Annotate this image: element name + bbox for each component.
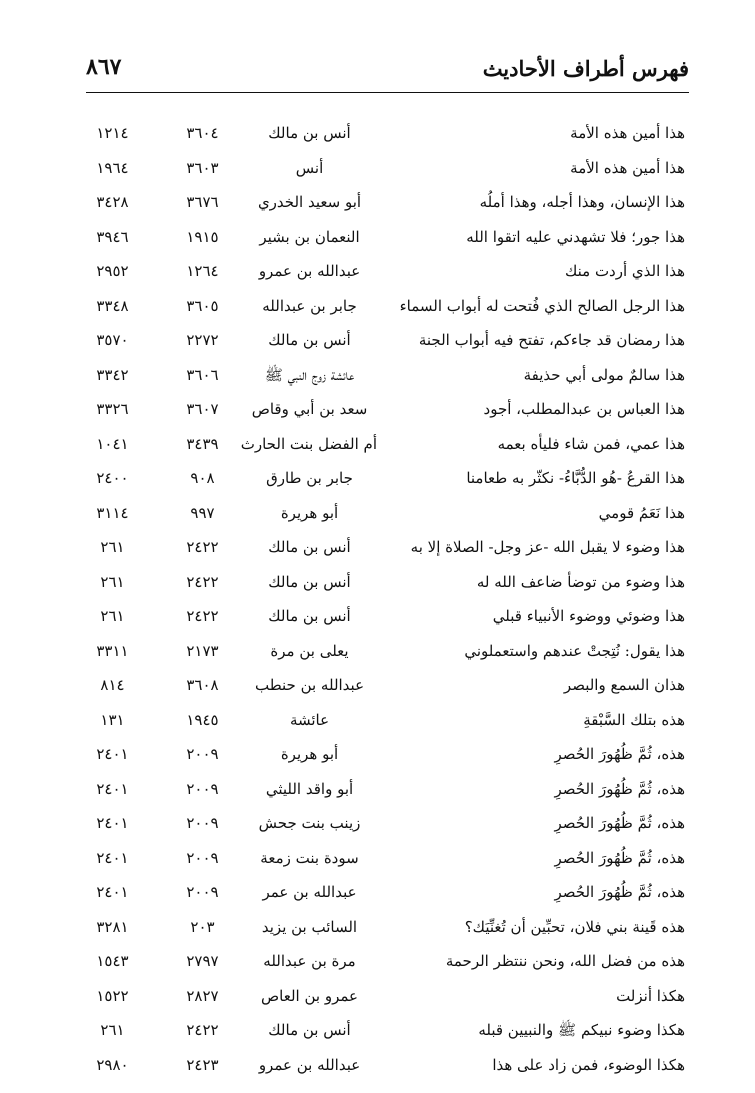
reference-number: ٢٦١ [100,607,125,625]
narrator-name: عبدالله بن عمرو [258,262,361,280]
narrator-name: أنس بن مالك [268,1021,351,1039]
reference-number: ١٣١ [100,710,125,729]
hadith-number: ٢٠٠٩ [186,779,219,798]
hadith-number: ٢٤٢٣ [186,1055,219,1074]
reference-number: ١٥٢٢ [96,986,129,1005]
narrator-name: أبو هريرة [280,745,339,763]
hadith-text: هذه، ثُمَّ ظُهُورَ الحُصرِ [554,883,685,901]
narrator-name: أنس بن مالك [268,124,351,142]
hadith-text: هكذا وضوء نبيكم ﷺ والنبيين قبله [478,1021,685,1039]
index-row [0,806,755,841]
reference-number: ١٢١٤ [96,124,129,142]
hadith-number: ٣٦٠٧ [186,400,219,418]
narrator-name: عمرو بن العاص [261,986,358,1005]
hadith-text: هذا يقول: نُتِجتْ عندهم واستعملوني [464,641,685,660]
hadith-text: هكذا الوضوء، فمن زاد على هذا [492,1055,685,1074]
index-row [0,634,755,669]
hadith-text: هذا وضوء لا يقبل الله -عز وجل- الصلاة إلا به [410,538,685,556]
hadith-number: ٢٠٠٩ [186,848,219,867]
index-row [0,668,755,703]
hadith-number: ٢٠٠٩ [186,883,219,901]
reference-number: ٢٤٠١ [96,745,129,763]
page-title: فهرس أطراف الأحاديث [482,56,689,81]
hadith-number: ٩٠٨ [190,469,215,487]
narrator-name: زينب بنت جحش [258,814,361,832]
hadith-number: ٩٩٧ [190,503,215,522]
index-row [0,323,755,358]
reference-number: ٣١١٤ [96,503,129,522]
hadith-text: هذا أمين هذه الأمة [570,158,685,177]
hadith-number: ٣٦٧٦ [186,193,219,211]
reference-number: ٣٤٢٨ [96,193,129,211]
narrator-name: سعد بن أبي وقاص [251,400,368,418]
narrator-name: أنس [295,158,324,177]
hadith-text: هذه، ثُمَّ ظُهُورَ الحُصرِ [554,745,685,763]
reference-number: ٣٣١١ [96,641,129,660]
index-row [0,565,755,600]
reference-number: ٢٦١ [100,538,125,556]
hadith-text: هذه من فضل الله، ونحن ننتظر الرحمة [445,952,685,970]
narrator-name: عائشة [289,710,330,729]
index-row [0,599,755,634]
narrator-name: النعمان بن بشير [259,227,360,246]
reference-number: ٣٥٧٠ [96,331,129,349]
hadith-number: ٢٧٩٧ [186,952,219,970]
hadith-number: ١٩١٥ [186,227,219,246]
hadith-number: ٢٤٢٢ [186,572,219,591]
narrator-name: أنس بن مالك [268,572,351,591]
hadith-number: ٣٤٣٩ [186,434,219,453]
narrator-name: أبو واقد الليثي [265,779,354,798]
hadith-text: هكذا أنزلت [616,986,685,1005]
index-row [0,220,755,255]
index-row [0,254,755,289]
reference-number: ٢٦١ [100,1021,125,1039]
narrator-name: أنس بن مالك [268,607,351,625]
index-row [0,910,755,945]
narrator-name: سودة بنت زمعة [260,848,359,867]
hadith-text: هذا القرعُ -هُو الدُّبَّاءُ- نكثّر به طعامنا [466,469,685,487]
reference-number: ٣٣٤٢ [96,365,129,384]
hadith-text: هذا العباس بن عبدالمطلب، أجود [483,400,685,418]
index-row [0,151,755,186]
index-row [0,185,755,220]
narrator-name: عبدالله بن عمرو [258,1055,361,1074]
hadith-index-list [0,116,755,1082]
hadith-number: ٢٤٢٢ [186,538,219,556]
hadith-text: هذه قَينة بني فلان، تحبِّين أن تُغنِّيَك؟ [464,917,685,936]
page-number: ٨٦٧ [86,54,122,80]
index-row [0,461,755,496]
hadith-text: هذان السمع والبصر [563,676,685,694]
reference-number: ١٥٤٣ [96,952,129,970]
reference-number: ٢٤٠١ [96,883,129,901]
hadith-number: ٢٠٠٩ [186,745,219,763]
hadith-text: هذا وضوء من توضأ ضاعف الله له [476,572,685,591]
hadith-number: ٣٦٠٨ [186,676,219,694]
narrator-name: السائب بن يزيد [261,917,358,936]
reference-number: ٨١٤ [100,676,125,694]
index-row [0,530,755,565]
hadith-number: ٣٦٠٦ [186,365,219,384]
hadith-text: هذا جور؛ فلا تشهدني عليه اتقوا الله [466,227,685,246]
hadith-number: ١٩٤٥ [186,710,219,729]
narrator-name: أنس بن مالك [268,538,351,556]
index-row [0,772,755,807]
hadith-text: هذا أمين هذه الأمة [570,124,685,142]
reference-number: ٣٣٢٦ [96,400,129,418]
narrator-name: عائشة زوج النبي ﷺ [264,365,355,384]
reference-number: ٢٤٠١ [96,779,129,798]
index-row [0,1013,755,1048]
narrator-name: يعلى بن مرة [270,641,349,660]
index-row [0,841,755,876]
index-row [0,358,755,393]
reference-number: ٢٤٠١ [96,848,129,867]
narrator-name: جابر بن طارق [266,469,353,487]
hadith-number: ٢٠٠٩ [186,814,219,832]
narrator-name: أبو هريرة [280,503,339,522]
narrator-name: عبدالله بن حنطب [254,676,365,694]
reference-number: ١٩٦٤ [96,158,129,177]
hadith-text: هذا نَعَمُ قومي [598,503,685,522]
hadith-text: هذا الذي أردت منك [564,262,685,280]
index-row [0,392,755,427]
hadith-text: هذا وضوئي ووضوء الأنبياء قبلي [492,607,685,625]
index-row [0,944,755,979]
hadith-text: هذا الإنسان، وهذا أجله، وهذا أملُه [479,193,685,211]
reference-number: ١٠٤١ [96,434,129,453]
hadith-number: ٢٢٧٢ [186,331,219,349]
reference-number: ٣٣٤٨ [96,296,129,315]
index-row [0,979,755,1014]
reference-number: ٢٤٠٠ [96,469,129,487]
narrator-name: مرة بن عبدالله [263,952,356,970]
hadith-number: ٣٦٠٤ [186,124,219,142]
hadith-text: هذا عمي، فمن شاء فليأه بعمه [497,434,685,453]
index-row [0,427,755,462]
narrator-name: جابر بن عبدالله [262,296,357,315]
hadith-number: ٢٠٣ [190,917,215,936]
reference-number: ٢٩٥٢ [96,262,129,280]
narrator-name: أبو سعيد الخدري [257,193,362,211]
hadith-text: هذا سالمٌ مولى أبي حذيفة [523,365,685,384]
index-row [0,737,755,772]
narrator-name: عبدالله بن عمر [262,883,357,901]
index-row [0,116,755,151]
hadith-text: هذا الرجل الصالح الذي فُتحت له أبواب السماء [399,296,685,315]
hadith-text: هذه، ثُمَّ ظُهُورَ الحُصرِ [554,848,685,867]
narrator-name: أنس بن مالك [268,331,351,349]
index-row [0,289,755,324]
reference-number: ٣٢٨١ [96,917,129,936]
hadith-number: ٣٦٠٣ [186,158,219,177]
hadith-text: هذا رمضان قد جاءكم، تفتح فيه أبواب الجنة [418,331,685,349]
hadith-number: ٢٨٢٧ [186,986,219,1005]
hadith-number: ٢٤٢٢ [186,1021,219,1039]
index-row [0,1048,755,1083]
reference-number: ٢٦١ [100,572,125,591]
index-row [0,875,755,910]
hadith-text: هذه، ثُمَّ ظُهُورَ الحُصرِ [554,814,685,832]
hadith-number: ٢١٧٣ [186,641,219,660]
index-row [0,703,755,738]
narrator-name: أم الفضل بنت الحارث [240,434,377,453]
hadith-text: هذه بتلك السَّبْقةِ [583,710,685,729]
reference-number: ٢٤٠١ [96,814,129,832]
page-header [86,52,689,93]
reference-number: ٢٩٨٠ [96,1055,129,1074]
reference-number: ٣٩٤٦ [96,227,129,246]
index-row [0,496,755,531]
hadith-text: هذه، ثُمَّ ظُهُورَ الحُصرِ [554,779,685,798]
hadith-number: ١٢٦٤ [186,262,219,280]
hadith-number: ٢٤٢٢ [186,607,219,625]
hadith-number: ٣٦٠٥ [186,296,219,315]
